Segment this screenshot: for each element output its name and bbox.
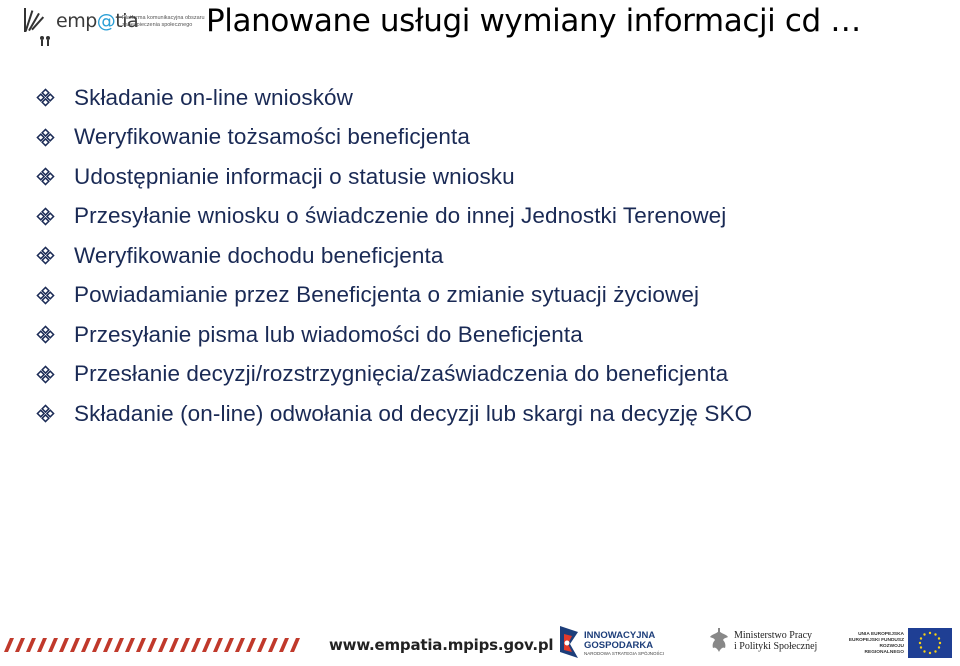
ig-line3: NARODOWA STRATEGIA SPÓJNOŚCI bbox=[584, 651, 665, 656]
list-item: Udostępnianie informacji o statusie wniosku bbox=[36, 157, 752, 197]
empatia-mark-icon bbox=[22, 6, 54, 48]
ig-line2: GOSPODARKA bbox=[584, 640, 654, 651]
diamond-bullet-icon bbox=[36, 246, 55, 265]
list-item: Weryfikowanie dochodu beneficjenta bbox=[36, 236, 752, 276]
empatia-subtitle: Platforma komunikacyjna obszaru zabezpieczenia społecznego bbox=[122, 15, 205, 28]
list-item: Przesłanie decyzji/rozstrzygnięcia/zaświadczenia do beneficjenta bbox=[36, 355, 752, 395]
list-item: Składanie (on-line) odwołania od decyzji lub skargi na decyzję SKO bbox=[36, 394, 752, 434]
decorative-stripes-icon bbox=[0, 636, 300, 656]
services-list bbox=[36, 78, 752, 434]
ministry-line2: i Polityki Społecznej bbox=[734, 641, 818, 652]
eu-line3: ROZWOJU REGIONALNEGO bbox=[864, 644, 904, 655]
list-item: Składanie on-line wniosków bbox=[36, 78, 752, 118]
eagle-emblem-icon bbox=[708, 628, 730, 658]
list-item: Przesyłanie wniosku o świadczenie do innej Jednostki Terenowej bbox=[36, 197, 752, 237]
eu-flag-icon bbox=[908, 628, 952, 658]
eu-line1: UNIA EUROPEJSKA bbox=[858, 632, 904, 637]
diamond-bullet-icon bbox=[36, 167, 55, 186]
diamond-bullet-icon bbox=[36, 325, 55, 344]
diamond-bullet-icon bbox=[36, 88, 55, 107]
empatia-wordmark: emp@tia bbox=[56, 10, 139, 32]
diamond-bullet-icon bbox=[36, 128, 55, 147]
footer bbox=[0, 620, 960, 666]
diamond-bullet-icon bbox=[36, 286, 55, 305]
diamond-bullet-icon bbox=[36, 365, 55, 384]
diamond-bullet-icon bbox=[36, 404, 55, 423]
innovative-economy-logo bbox=[556, 624, 676, 662]
diamond-bullet-icon bbox=[36, 207, 55, 226]
eu-logo bbox=[842, 628, 957, 662]
ministry-line1: Ministerstwo Pracy bbox=[734, 630, 813, 641]
ministry-logo bbox=[708, 626, 828, 662]
list-item: Przesyłanie pisma lub wiadomości do Beneficjenta bbox=[36, 315, 752, 355]
list-item: Weryfikowanie tożsamości beneficjenta bbox=[36, 118, 752, 158]
ig-line1: INNOWACYJNA bbox=[584, 630, 656, 641]
innovative-economy-mark-icon bbox=[556, 624, 582, 662]
eu-line2: EUROPEJSKI FUNDUSZ bbox=[848, 638, 904, 643]
empatia-logo bbox=[22, 6, 205, 50]
page-title: Planowane usługi wymiany informacji cd … bbox=[206, 3, 861, 39]
list-item: Powiadamianie przez Beneficjenta o zmianie sytuacji życiowej bbox=[36, 276, 752, 316]
footer-url[interactable]: www.empatia.mpips.gov.pl bbox=[329, 636, 554, 654]
